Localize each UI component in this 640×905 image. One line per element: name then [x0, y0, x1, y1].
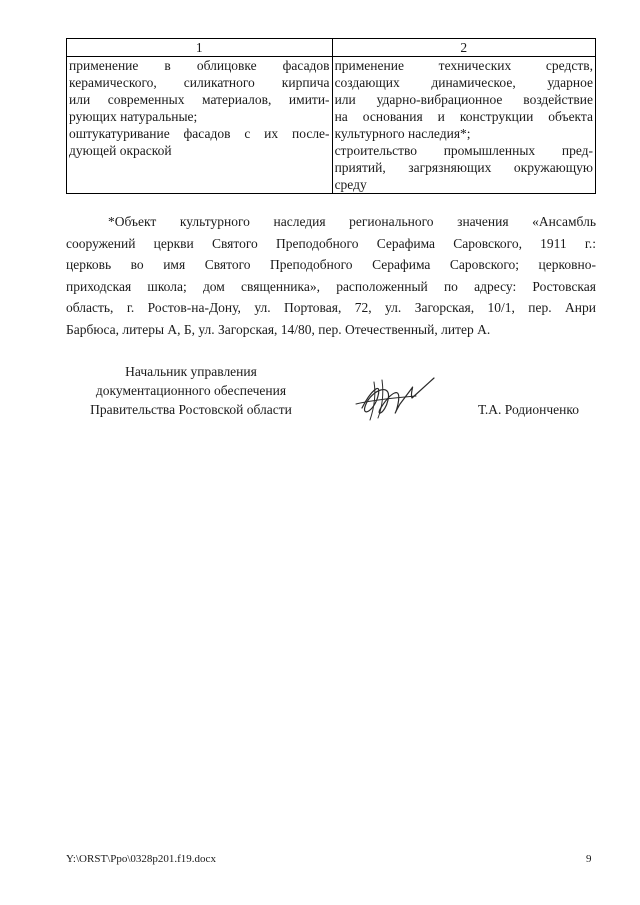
footnote-line: церковь во имя Святого Преподобного Серафима Саровского; церковно-: [66, 257, 596, 272]
restrictions-table: [66, 38, 596, 194]
cell-text-line: или ударно-вибрационное воздействие: [334, 92, 593, 107]
footnote: [66, 211, 596, 340]
signatory-name: Т.А. Родионченко: [478, 402, 579, 417]
footnote-line: приходская школа; дом священника», расположенный по адресу: Ростовская: [66, 278, 596, 294]
footnote-line: область, г. Ростов-на-Дону, ул. Портовая, 72, ул. Загорская, 10/1, пер. Анри: [66, 300, 596, 315]
cell-text-line: создающих динамическое, ударное: [334, 75, 593, 90]
signatory-title-line: Начальник управления: [125, 364, 257, 379]
column-header-2: 2: [332, 39, 595, 57]
cell-text-line: рующих натуральные;: [69, 109, 198, 124]
cell-text-line: керамического, силикатного кирпича: [69, 75, 330, 90]
signatory-title-line: Правительства Ростовской области: [90, 402, 292, 417]
cell-text-line: применение в облицовке фасадов: [69, 58, 330, 73]
page-number: 9: [586, 853, 592, 865]
cell-text-line: культурного наследия*;: [334, 126, 471, 141]
footer-file-path: Y:\ORST\Ppo\0328p201.f19.docx: [66, 853, 216, 865]
table-header-row: [67, 39, 596, 57]
cell-text-line: применение технических средств,: [334, 58, 593, 73]
cell-text-line: оштукатуривание фасадов с их после-: [69, 126, 330, 141]
footnote-line: *Объект культурного наследия регионального значения «Ансамбль: [108, 214, 596, 229]
cell-text-line: дующей окраской: [69, 143, 172, 158]
cell-text-line: среду: [334, 177, 367, 192]
signatory-title-line: документационного обеспечения: [95, 383, 287, 398]
cell-text-line: строительство промышленных пред-: [334, 143, 593, 158]
footnote-line: сооружений церкви Святого Преподобного Серафима Саровского, 1911 г.:: [66, 235, 596, 251]
cell-text-line: или современных материалов, имити-: [69, 92, 330, 107]
table-cell-column-2: [332, 57, 595, 194]
handwritten-signature: [352, 374, 438, 422]
table-cell-column-1: [67, 57, 333, 194]
table-row: [67, 57, 596, 194]
column-header-1: 1: [67, 39, 333, 57]
cell-text-line: приятий, загрязняющих окружающую: [334, 160, 593, 175]
footnote-line: Барбюса, литеры А, Б, ул. Загорская, 14/80, пер. Отечественный, литер А.: [66, 321, 491, 337]
cell-text-line: на основания и конструкции объекта: [334, 109, 593, 124]
signatory-title: [66, 362, 316, 419]
